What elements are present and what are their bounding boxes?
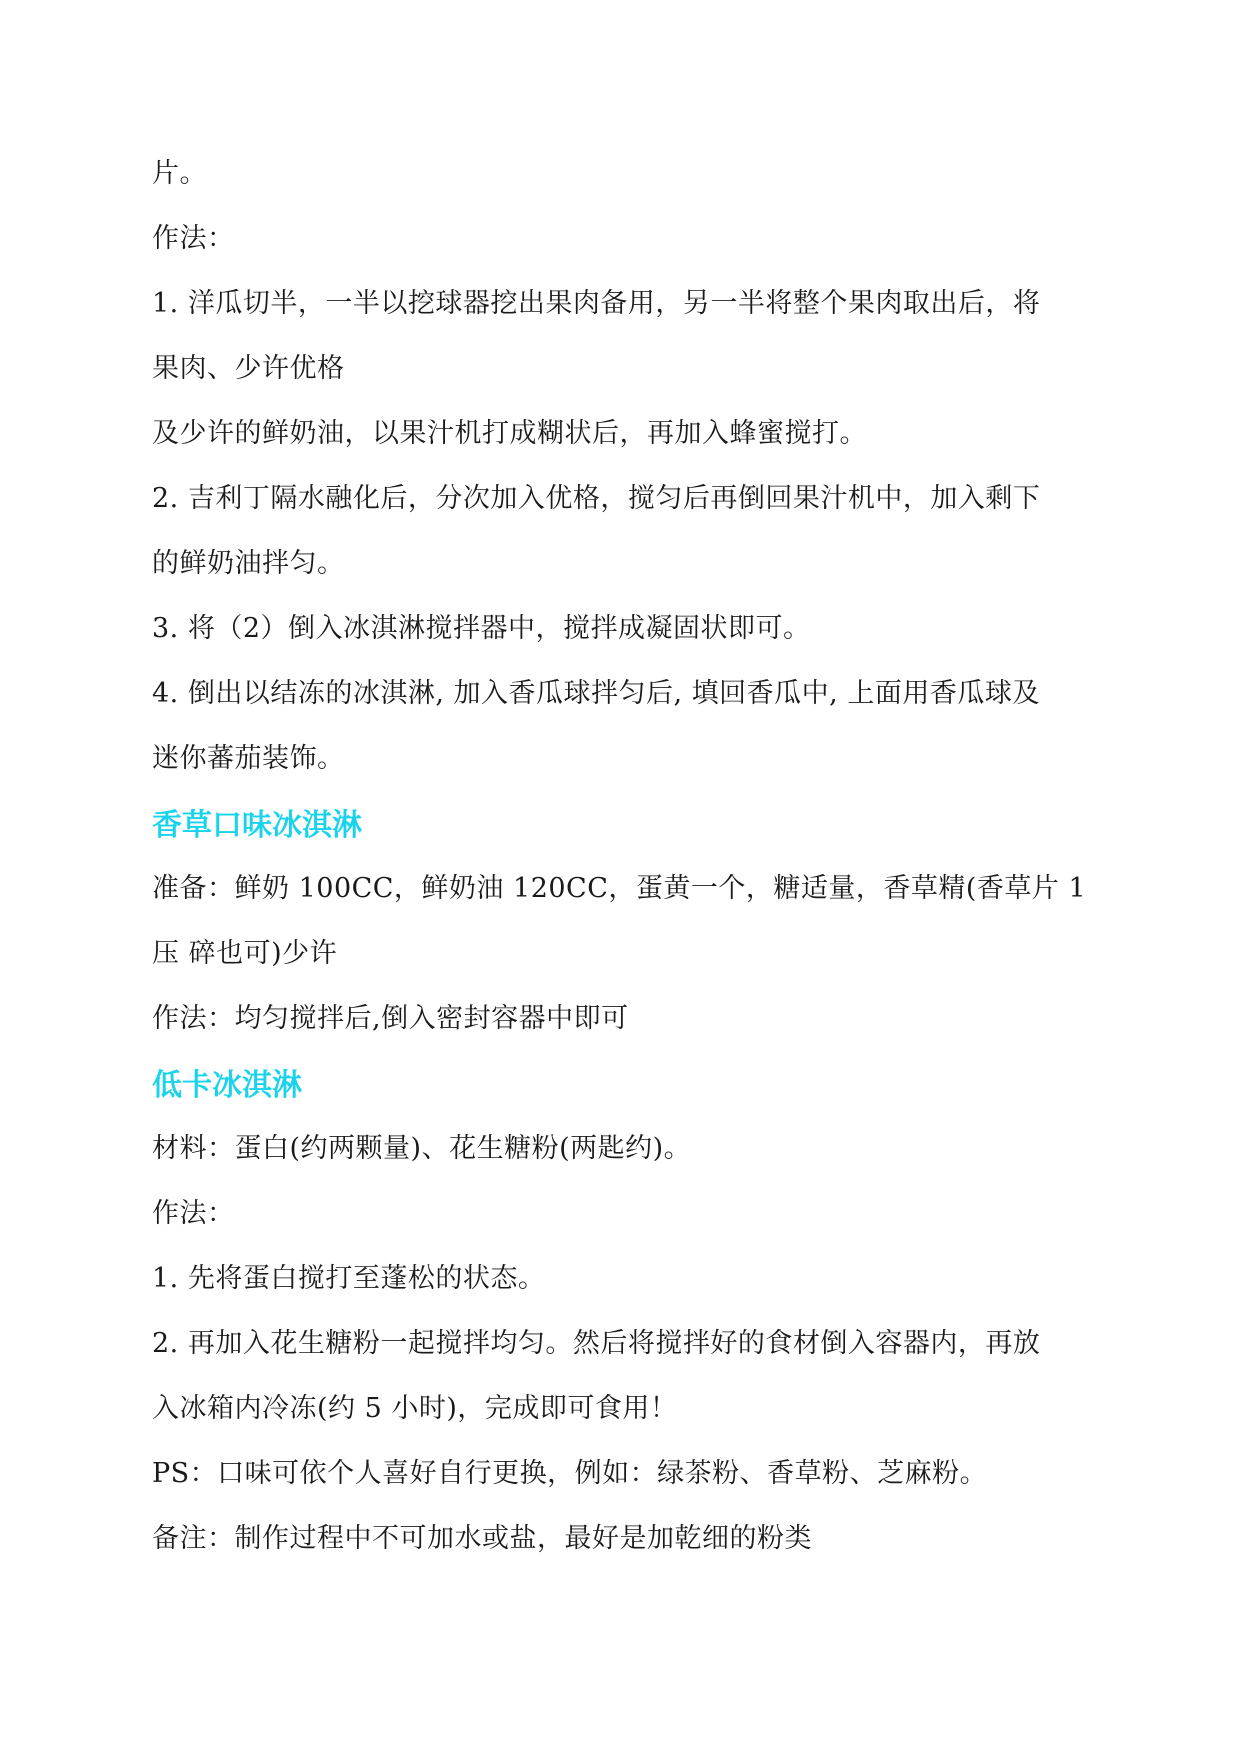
method-label: 作法：	[152, 223, 235, 254]
step-1-line-2: 果肉、少许优格	[152, 353, 345, 384]
lowcal-step-2-line-2: 入冰箱内冷冻(约 5 小时)，完成即可食用！	[152, 1393, 678, 1424]
vanilla-ingredients-line-1: 准备：鲜奶 100CC，鲜奶油 120CC，蛋黄一个，糖适量，香草精(香草片 1	[152, 873, 1087, 904]
paragraph-line: 片。	[152, 158, 207, 189]
lowcal-ingredients-line: 材料：蛋白(约两颗量)、花生糖粉(两匙约)。	[152, 1133, 692, 1164]
vanilla-ingredients-line-2: 压 碎也可)少许	[152, 938, 338, 969]
lowcal-section-heading: 低卡冰淇淋	[152, 1068, 302, 1103]
vanilla-section-heading: 香草口味冰淇淋	[152, 808, 362, 843]
lowcal-step-2-line-1: 2. 再加入花生糖粉一起搅拌均匀。然后将搅拌好的食材倒入容器内，再放	[152, 1328, 1041, 1359]
lowcal-method-label: 作法：	[152, 1198, 235, 1229]
step-1-line-1: 1. 洋瓜切半，一半以挖球器挖出果肉备用，另一半将整个果肉取出后，将	[152, 288, 1041, 319]
document-body	[152, 158, 1092, 1588]
lowcal-note-line: 备注：制作过程中不可加水或盐，最好是加乾细的粉类	[152, 1523, 812, 1554]
step-3-line: 3. 将（2）倒入冰淇淋搅拌器中，搅拌成凝固状即可。	[152, 613, 811, 644]
step-4-line-1: 4. 倒出以结冻的冰淇淋, 加入香瓜球拌匀后, 填回香瓜中, 上面用香瓜球及	[152, 678, 1040, 709]
lowcal-step-1-line: 1. 先将蛋白搅打至蓬松的状态。	[152, 1263, 546, 1294]
step-2-line-2: 的鲜奶油拌匀。	[152, 548, 345, 579]
vanilla-method-line: 作法：均匀搅拌后,倒入密封容器中即可	[152, 1003, 629, 1034]
step-4-line-2: 迷你蕃茄装饰。	[152, 743, 345, 774]
lowcal-ps-line: PS：口味可依个人喜好自行更换，例如：绿茶粉、香草粉、芝麻粉。	[152, 1458, 988, 1489]
step-2-line-1: 2. 吉利丁隔水融化后，分次加入优格，搅匀后再倒回果汁机中，加入剩下	[152, 483, 1041, 514]
step-1-line-3: 及少许的鲜奶油，以果汁机打成糊状后，再加入蜂蜜搅打。	[152, 418, 867, 449]
